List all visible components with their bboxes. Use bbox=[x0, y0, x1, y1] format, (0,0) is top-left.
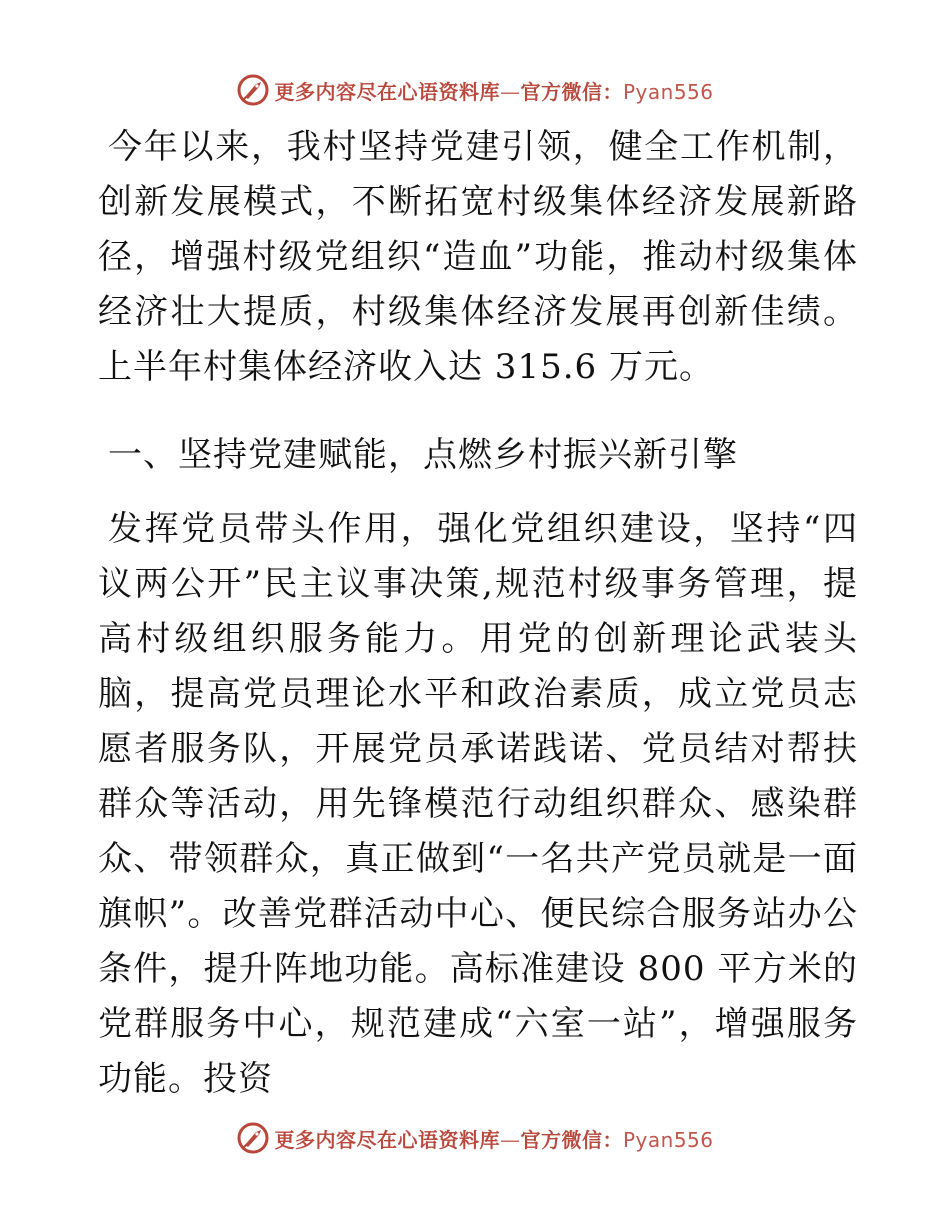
watermark-site-name: 更多内容尽在心语资料库 bbox=[274, 1127, 500, 1152]
watermark-wechat-id: Pyan556 bbox=[622, 79, 714, 104]
watermark-text bbox=[274, 76, 713, 105]
body-paragraph-intro: 今年以来，我村坚持党建引领，健全工作机制，创新发展模式，不断拓宽村级集体经济发展新路径，增强村级党组织“造血”功能，推动村级集体经济壮大提质，村级集体经济发展再创新佳绩。上半年村集体经济收入达 315.6 万元。 bbox=[98, 127, 858, 387]
watermark-wechat-label: 官方微信： bbox=[520, 1127, 623, 1152]
watermark-site-name: 更多内容尽在心语资料库 bbox=[274, 79, 500, 104]
watermark-wechat-id: Pyan556 bbox=[622, 1127, 714, 1152]
watermark-wechat-label: 官方微信： bbox=[520, 79, 623, 104]
section-heading-1: 一、坚持党建赋能，点燃乡村振兴新引擎 bbox=[108, 435, 738, 475]
header-watermark-banner bbox=[0, 70, 950, 110]
watermark-text bbox=[274, 1124, 713, 1153]
body-paragraph-section-1: 发挥党员带头作用，强化党组织建设，坚持“四议两公开”民主议事决策,规范村级事务管理，提高村级组织服务能力。用党的创新理论武装头脑，提高党员理论水平和政治素质，成立党员志愿者服务队，开展党员承诺践诺、党员结对帮扶群众等活动，用先锋模范行动组织群众、感染群众、带领群众，真正做到“一名共产党员就是一面旗帜”。改善党群活动中心、便民综合服务站办公条件，提升阵地功能。高标准建设 800 平方米的党群服务中心，规范建成“六室一站”，增强服务功能。投资 bbox=[98, 509, 858, 1099]
watermark-separator: — bbox=[499, 1127, 521, 1152]
footer-watermark-banner bbox=[0, 1118, 950, 1158]
pen-quill-logo-icon bbox=[236, 73, 270, 107]
pen-quill-logo-icon bbox=[236, 1121, 270, 1155]
watermark-separator: — bbox=[499, 79, 521, 104]
